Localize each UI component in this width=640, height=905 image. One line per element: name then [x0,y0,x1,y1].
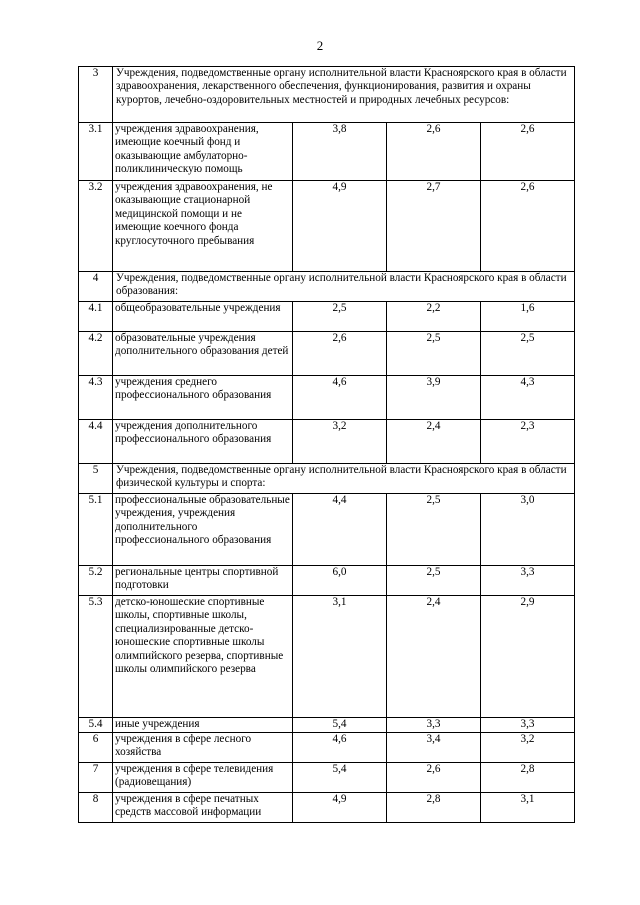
value-cell: 3,3 [387,718,481,733]
value-cell: 2,6 [387,763,481,793]
value-cell: 3,2 [293,420,387,464]
row-number: 3 [79,67,113,123]
row-number: 4.4 [79,420,113,464]
value-cell: 2,9 [481,596,575,718]
value-cell: 2,8 [481,763,575,793]
table-row [79,123,575,181]
table-row [79,332,575,376]
coefficients-table [78,66,575,823]
value-cell: 4,9 [293,181,387,272]
value-cell: 2,5 [293,302,387,332]
value-cell: 2,6 [293,332,387,376]
section-title: Учреждения, подведомственные органу исполнительной власти Красноярского края в области образования: [113,272,575,302]
value-cell: 3,3 [481,718,575,733]
table-row [79,181,575,272]
row-number: 5.1 [79,494,113,566]
institution-type: учреждения в сфере печатных средств массовой информации [113,793,293,823]
section-row [79,272,575,302]
value-cell: 3,9 [387,376,481,420]
row-number: 6 [79,733,113,763]
row-number: 5.2 [79,566,113,596]
institution-type: учреждения здравоохранения, имеющие коечный фонд и оказывающие амбулаторно-поликлиническую помощь [113,123,293,181]
row-number: 4.3 [79,376,113,420]
table-row [79,793,575,823]
row-number: 7 [79,763,113,793]
row-number: 5.4 [79,718,113,733]
value-cell: 3,0 [481,494,575,566]
value-cell: 2,2 [387,302,481,332]
institution-type: образовательные учреждения дополнительного образования детей [113,332,293,376]
institution-type: иные учреждения [113,718,293,733]
value-cell: 4,9 [293,793,387,823]
row-number: 5.3 [79,596,113,718]
value-cell: 4,6 [293,376,387,420]
value-cell: 2,8 [387,793,481,823]
page-number: 2 [316,38,324,53]
institution-type: учреждения дополнительного профессионального образования [113,420,293,464]
value-cell: 2,4 [387,596,481,718]
row-number: 4.2 [79,332,113,376]
row-number: 4.1 [79,302,113,332]
value-cell: 3,3 [481,566,575,596]
row-number: 5 [79,464,113,494]
value-cell: 3,8 [293,123,387,181]
row-number: 8 [79,793,113,823]
row-number: 3.2 [79,181,113,272]
table-row [79,420,575,464]
table-row [79,718,575,733]
row-number: 3.1 [79,123,113,181]
value-cell: 4,3 [481,376,575,420]
institution-type: учреждения в сфере телевидения (радиовещания) [113,763,293,793]
table-row [79,763,575,793]
value-cell: 6,0 [293,566,387,596]
institution-type: учреждения здравоохранения, не оказывающие стационарной медицинской помощи и не имеющие коечного фонда круглосуточного пребывания [113,181,293,272]
value-cell: 2,5 [387,332,481,376]
value-cell: 3,4 [387,733,481,763]
value-cell: 5,4 [293,718,387,733]
institution-type: региональные центры спортивной подготовки [113,566,293,596]
value-cell: 2,5 [387,494,481,566]
value-cell: 2,7 [387,181,481,272]
value-cell: 2,5 [481,332,575,376]
section-row [79,67,575,123]
value-cell: 2,5 [387,566,481,596]
table-row [79,596,575,718]
value-cell: 2,3 [481,420,575,464]
table-row [79,376,575,420]
table-row [79,302,575,332]
row-number: 4 [79,272,113,302]
value-cell: 4,6 [293,733,387,763]
institution-type: профессиональные образовательные учреждения, учреждения дополнительного профессионального образования [113,494,293,566]
value-cell: 1,6 [481,302,575,332]
value-cell: 2,6 [481,181,575,272]
section-row [79,464,575,494]
section-title: Учреждения, подведомственные органу исполнительной власти Красноярского края в области физической культуры и спорта: [113,464,575,494]
value-cell: 2,6 [481,123,575,181]
value-cell: 4,4 [293,494,387,566]
table-row [79,494,575,566]
value-cell: 5,4 [293,763,387,793]
institution-type: учреждения в сфере лесного хозяйства [113,733,293,763]
table-row [79,566,575,596]
institution-type: учреждения среднего профессионального образования [113,376,293,420]
value-cell: 3,2 [481,733,575,763]
institution-type: общеобразовательные учреждения [113,302,293,332]
section-title: Учреждения, подведомственные органу исполнительной власти Красноярского края в области здравоохранения, лекарственного обеспечения, функционирования, развития и охраны курортов, лечебно-оздоровительных местностей и природных лечебных ресурсов: [113,67,575,123]
value-cell: 3,1 [481,793,575,823]
table-row [79,733,575,763]
value-cell: 2,6 [387,123,481,181]
value-cell: 3,1 [293,596,387,718]
institution-type: детско-юношеские спортивные школы, спортивные школы, специализированные детско-юношеские спортивные школы олимпийского резерва, спортивные школы олимпийского резерва [113,596,293,718]
value-cell: 2,4 [387,420,481,464]
